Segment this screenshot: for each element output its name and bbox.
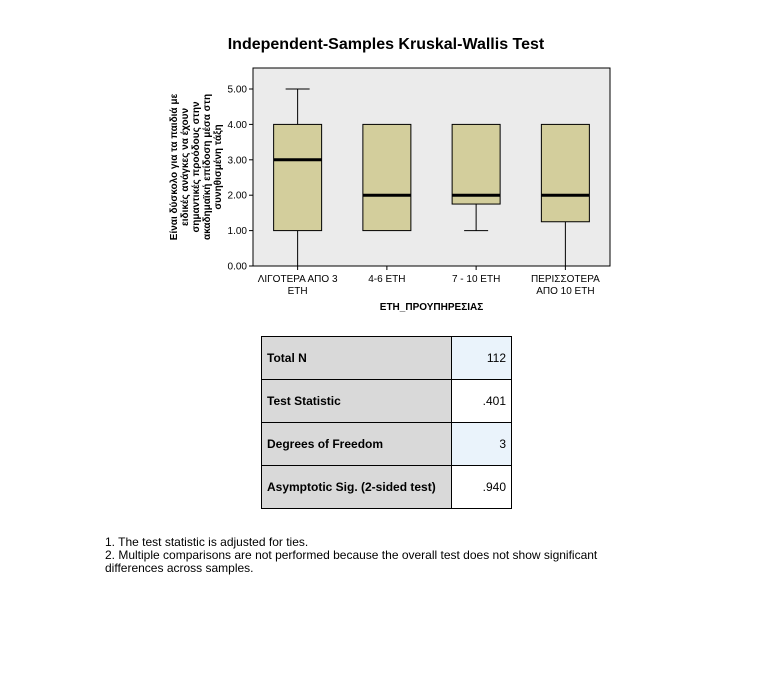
stat-label: Test Statistic — [262, 380, 452, 423]
table-row — [262, 380, 512, 423]
y-tick-label: 3.00 — [227, 155, 247, 167]
stat-label: Asymptotic Sig. (2-sided test) — [262, 466, 452, 509]
boxplot-chart — [0, 0, 772, 330]
x-tick-label: ΛΙΓΟΤΕΡΑ ΑΠΟ 3 ΕΤΗ — [257, 274, 338, 297]
stat-value: 3 — [452, 423, 512, 466]
y-tick-label: 0.00 — [227, 261, 247, 273]
stat-label: Degrees of Freedom — [262, 423, 452, 466]
y-tick-label: 5.00 — [227, 84, 247, 96]
stat-value: .401 — [452, 380, 512, 423]
footnote: 2. Multiple comparisons are not performed because the overall test does not show significant — [105, 548, 598, 562]
y-tick-label: 1.00 — [227, 226, 247, 238]
stat-value: .940 — [452, 466, 512, 509]
chart-title: Independent-Samples Kruskal-Wallis Test — [227, 36, 545, 53]
table-row — [262, 337, 512, 380]
box — [541, 124, 589, 221]
box — [452, 124, 500, 204]
y-tick-label: 2.00 — [227, 190, 247, 202]
y-axis-title: Είναι δύσκολο για τα παιδιά μεειδικές ανάγκες να έχουνσημαντικές προόδους στηνακαδημαϊκή επίδοση μέσα στησυνηθισμένη τάξη — [169, 93, 224, 241]
x-tick-label: ΠΕΡΙΣΣΟΤΕΡΑ ΑΠΟ 10 ΕΤΗ — [530, 274, 600, 297]
x-axis-title: ΕΤΗ_ΠΡΟΥΠΗΡΕΣΙΑΣ — [379, 302, 484, 313]
x-tick-label: 7 - 10 ΕΤΗ — [451, 274, 501, 285]
stat-label: Total N — [262, 337, 452, 380]
stat-value: 112 — [452, 337, 512, 380]
stats-table — [261, 336, 512, 509]
footnotes — [105, 536, 597, 575]
y-tick-label: 4.00 — [227, 119, 247, 131]
footnote: differences across samples. — [105, 561, 254, 575]
table-row — [262, 423, 512, 466]
box — [274, 124, 322, 230]
table-row — [262, 466, 512, 509]
footnote: 1. The test statistic is adjusted for ties. — [105, 535, 309, 549]
box — [363, 124, 411, 230]
x-tick-label: 4-6 ΕΤΗ — [368, 274, 406, 285]
